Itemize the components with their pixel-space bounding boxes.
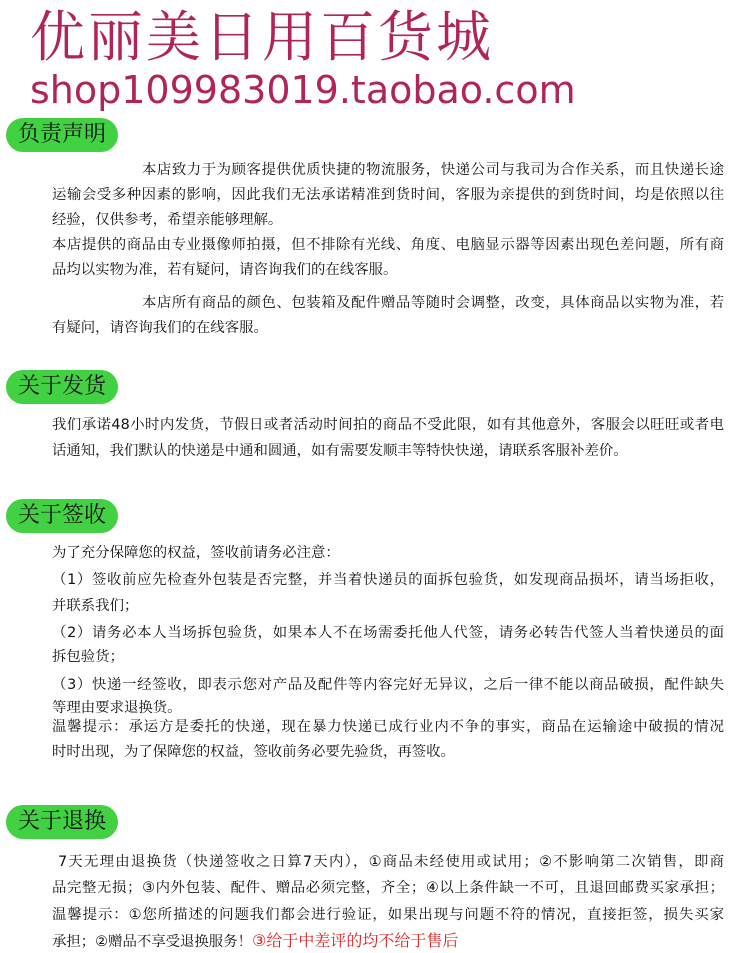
disclaimer-line: 有疑问，请咨询我们的在线客服。 [52, 320, 268, 336]
returns-line: 品完整无损；③内外包装、配件、赠品必须完整，齐全；④以上条件缺一不可，且退回邮费买家承担； [52, 880, 724, 896]
disclaimer-line: 运输会受多种因素的影响，因此我们无法承诺精准到货时间，客服为亲提供的到货时间，均是依照以往 [52, 187, 724, 203]
returns-last-line [52, 930, 724, 953]
disclaimer-heading: 负责声明 [6, 118, 118, 152]
returns-heading: 关于退换 [6, 805, 118, 839]
disclaimer-line: 本店提供的商品由专业摄像师拍摄，但不排除有光线、角度、电脑显示器等因素出现色差问题，所有商 [52, 237, 724, 253]
disclaimer-line: 本店所有商品的颜色、包装箱及配件赠品等随时会调整，改变，具体商品以实物为准，若 [142, 295, 724, 311]
returns-line: 温馨提示：①您所描述的问题我们都会进行验证，如果出现与问题不符的情况，直接拒签，损失买家 [52, 907, 724, 923]
disclaimer-line: 经验，仅供参考，希望亲能够理解。 [52, 212, 283, 228]
disclaimer-line: 品均以实物为准，若有疑问，请咨询我们的在线客服。 [52, 262, 398, 278]
disclaimer-line: 本店致力于为顾客提供优质快捷的物流服务，快递公司与我司为合作关系，而且快递长途 [142, 162, 724, 178]
signing-line: 为了充分保障您的权益，签收前请务必注意： [52, 545, 340, 561]
signing-heading: 关于签收 [6, 499, 118, 533]
shipping-line: 话通知，我们默认的快递是中通和圆通，如有需要发顺丰等特快快递，请联系客服补差价。 [52, 443, 628, 459]
signing-line: 等理由要求退换货。 [52, 700, 182, 716]
shipping-heading: 关于发货 [6, 370, 118, 404]
signing-line: 时时出现，为了保障您的权益，签收前务必要先验货，再签收。 [52, 744, 455, 760]
no-after-sale-warning: ③给于中差评的均不给于售后 [251, 931, 459, 950]
signing-line: （3）快递一经签收，即表示您对产品及配件等内容完好无异议，之后一律不能以商品破损，配件缺失 [52, 677, 724, 693]
signing-line: （1）签收前应先检查外包装是否完整，并当着快递员的面拆包验货，如发现商品损坏，请当场拒收， [52, 572, 724, 588]
signing-line: 拆包验货； [52, 649, 124, 665]
shop-name: 优丽美日用百货城 [30, 5, 495, 69]
signing-line: 温馨提示：承运方是委托的快递，现在暴力快递已成行业内不争的事实，商品在运输途中破损的情况 [52, 719, 724, 735]
shop-url: shop109983019.taobao.com [30, 68, 576, 112]
returns-line: 承担；②赠品不享受退换服务！ [52, 934, 252, 950]
shipping-line: 我们承诺48小时内发货，节假日或者活动时间拍的商品不受此限，如有其他意外，客服会以旺旺或者电 [52, 417, 724, 433]
returns-line: 7天无理由退换货（快递签收之日算7天内），①商品未经使用或试用；②不影响第二次销售，即商 [58, 854, 724, 870]
signing-line: 并联系我们； [52, 598, 139, 614]
signing-line: （2）请务必本人当场拆包验货，如果本人不在场需委托他人代签，请务必转告代签人当着快递员的面 [52, 625, 724, 641]
